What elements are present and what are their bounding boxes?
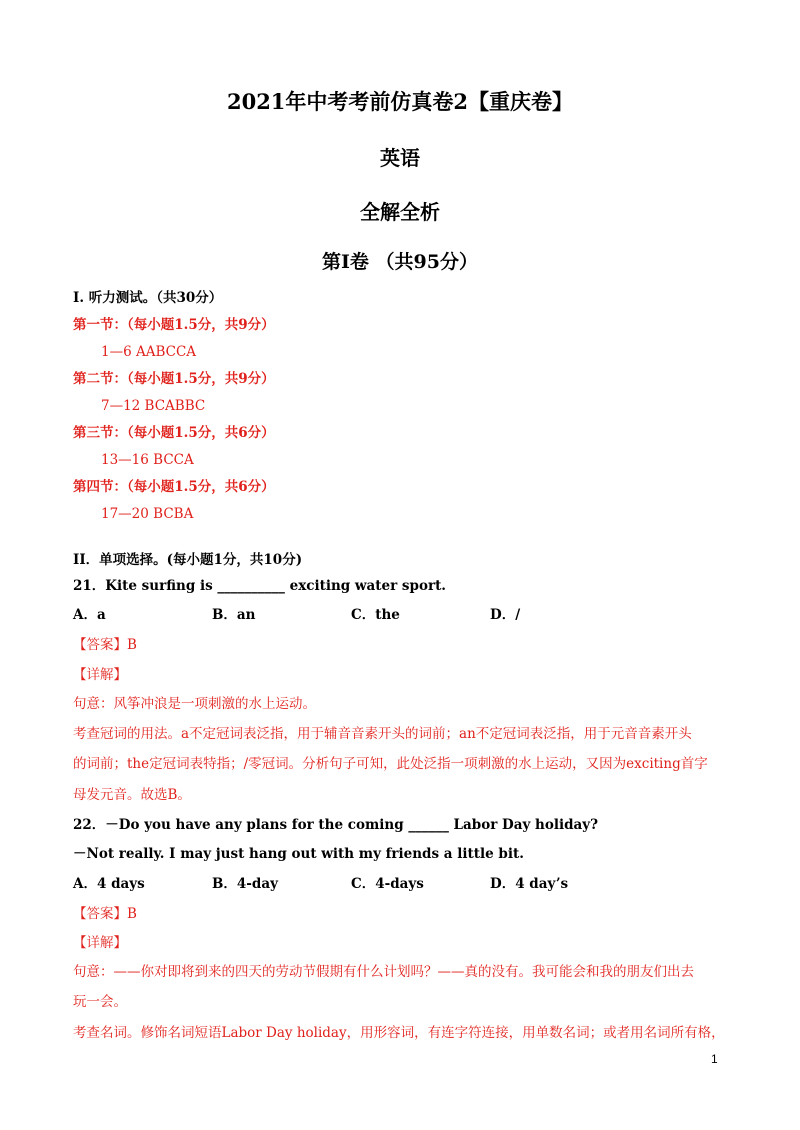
subtitle: 全解全析 — [360, 200, 440, 224]
listening-section-answer: 7—12 BCABBC — [101, 398, 206, 414]
explanation-line: 母发元音。故选B。 — [73, 787, 191, 803]
explanation-line: 句意：风筝冲浪是一项刺激的水上运动。 — [73, 696, 316, 712]
listening-section-label: 第二节：（每小题1.5分，共9分） — [73, 371, 275, 387]
listening-section-label: 第四节：（每小题1.5分，共6分） — [73, 479, 275, 495]
volume-title: 第I卷 （共95分） — [322, 251, 478, 273]
explanation-line: 考查名词。修饰名词短语Labor Day holiday，用形容词，有连字符连接，用单数名词；或者用名词所有格， — [73, 1025, 725, 1041]
answer-label: 【答案】B — [73, 906, 137, 922]
detail-label: 【详解】 — [73, 935, 127, 951]
explanation-line: 句意：——你对即将到来的四天的劳动节假期有什么计划吗？——真的没有。我可能会和我的朋友们出去 — [73, 964, 694, 980]
detail-label: 【详解】 — [73, 667, 127, 683]
explanation-line: 玩一会。 — [73, 994, 127, 1010]
option-c: C．4-days — [351, 876, 424, 892]
option-c: C．the — [351, 607, 400, 623]
explanation-line: 的词前；the定冠词表特指；/零冠词。分析句子可知，此处泛指一项刺激的水上运动，又因为exciting首字 — [73, 756, 708, 772]
listening-section-answer: 1—6 AABCCA — [101, 344, 197, 360]
option-b: B．4-day — [212, 876, 278, 892]
listening-section-label: 第三节：（每小题1.5分，共6分） — [73, 425, 275, 441]
question-stem: 22．－Do you have any plans for the coming ______ Labor Day holiday? — [73, 817, 599, 833]
option-d: D．4 day’s — [490, 876, 569, 892]
listening-section-answer: 17—20 BCBA — [101, 506, 194, 522]
answer-label: 【答案】B — [73, 637, 137, 653]
listening-section-answer: 13—16 BCCA — [101, 452, 194, 468]
option-a: A．4 days — [73, 876, 145, 892]
choice-heading: II．单项选择。(每小题1分，共10分) — [73, 552, 303, 568]
option-d: D．/ — [490, 607, 521, 623]
option-b: B．an — [212, 607, 256, 623]
listening-heading: I. 听力测试。（共30分） — [73, 290, 223, 306]
question-stem: 21．Kite surfing is __________ exciting water sport. — [73, 578, 447, 594]
listening-section-label: 第一节：（每小题1.5分，共9分） — [73, 317, 275, 333]
option-a: A．a — [73, 607, 106, 623]
explanation-line: 考查冠词的用法。a不定冠词表泛指，用于辅音音素开头的词前；an不定冠词表泛指，用于元音音素开头 — [73, 726, 692, 742]
question-stem-response: －Not really. I may just hang out with my friends a little bit. — [73, 846, 524, 862]
subject-title: 英语 — [380, 146, 420, 170]
page-number: 1 — [711, 1052, 718, 1066]
page-title: 2021年中考考前仿真卷2【重庆卷】 — [226, 89, 574, 114]
